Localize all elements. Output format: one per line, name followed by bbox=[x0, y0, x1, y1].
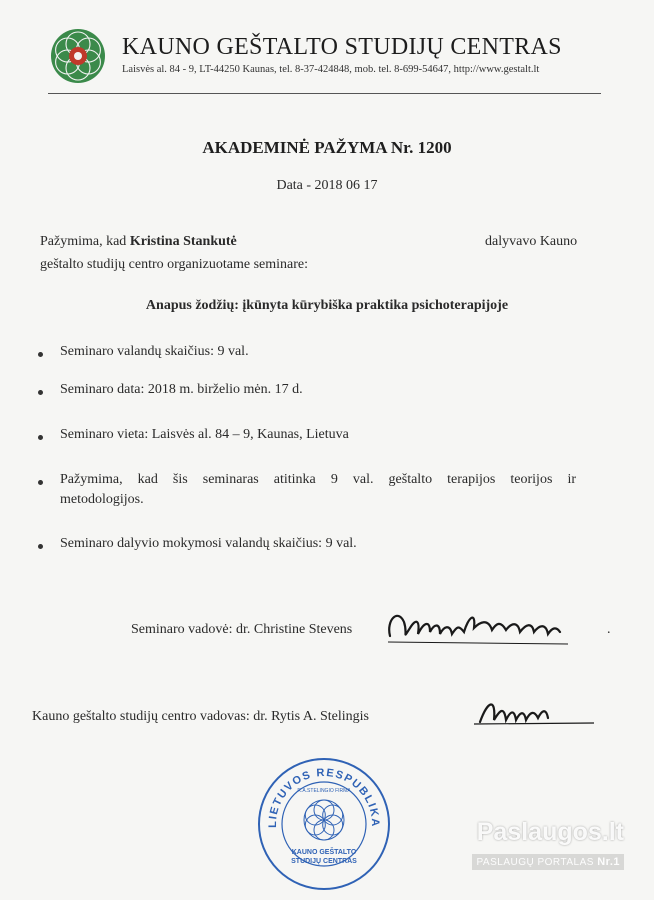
seminar-lead-label: Seminaro vadovė: dr. Christine Stevens bbox=[131, 622, 353, 637]
list-item: Seminaro data: 2018 m. birželio mėn. 17 d. bbox=[60, 382, 303, 397]
stamp-bottom-line-2: STUDIJŲ CENTRAS bbox=[291, 858, 357, 865]
seminar-lead-signature bbox=[384, 600, 574, 650]
list-item-continuation: metodologijos. bbox=[60, 492, 144, 507]
intro-line bbox=[40, 234, 237, 250]
center-head-signature bbox=[470, 696, 600, 730]
bullet-icon bbox=[38, 435, 43, 440]
list-item: Pažymima, kad šis seminaras atitinka 9 val. geštalto terapijos teorijos ir bbox=[60, 472, 576, 487]
gestalt-logo bbox=[50, 28, 106, 84]
bullet-icon bbox=[38, 544, 43, 549]
list-item: Seminaro valandų skaičius: 9 val. bbox=[60, 344, 249, 359]
watermark-tagline-text: PASLAUGŲ PORTALAS bbox=[476, 857, 594, 868]
watermark-number: Nr.1 bbox=[597, 856, 620, 868]
header-divider bbox=[48, 93, 601, 94]
organization-address: Laisvės al. 84 - 9, LT-44250 Kaunas, tel. 8-37-424848, mob. tel. 8-699-54647, http://www.gestalt.lt bbox=[122, 64, 540, 75]
bullet-icon bbox=[38, 390, 43, 395]
organization-name: KAUNO GEŠTALTO STUDIJŲ CENTRAS bbox=[122, 34, 562, 60]
list-item: Seminaro vieta: Laisvės al. 84 – 9, Kaunas, Lietuva bbox=[60, 427, 349, 442]
watermark bbox=[476, 818, 630, 878]
document-date: Data - 2018 06 17 bbox=[276, 178, 378, 193]
seminar-title: Anapus žodžių: įkūnyta kūrybiška praktika psichoterapijoje bbox=[145, 298, 509, 313]
intro-prefix: Pažymima, kad bbox=[40, 234, 127, 249]
bullet-icon bbox=[38, 480, 43, 485]
watermark-brand: Paslaugos.lt bbox=[476, 818, 624, 846]
seminar-lead-period: . bbox=[607, 622, 611, 637]
watermark-tagline bbox=[472, 854, 624, 870]
bullet-icon bbox=[38, 352, 43, 357]
list-item: Seminaro dalyvio mokymosi valandų skaičius: 9 val. bbox=[60, 536, 357, 551]
participant-name: Kristina Stankutė bbox=[129, 234, 237, 249]
intro-suffix: dalyvavo Kauno bbox=[485, 234, 578, 249]
stamp-bottom-line-1: KAUNO GEŠTALTO bbox=[291, 849, 357, 856]
center-head-label: Kauno geštalto studijų centro vadovas: dr. Rytis A. Stelingis bbox=[32, 709, 369, 724]
document-title: AKADEMINĖ PAŽYMA Nr. 1200 bbox=[202, 138, 452, 157]
intro-line-2: geštalto studijų centro organizuotame seminare: bbox=[40, 257, 308, 272]
stamp-top-text: LIETUVOS RESPUBLIKA bbox=[266, 766, 382, 828]
official-stamp bbox=[256, 756, 392, 892]
stamp-firm: R.A.STELINGIO FIRMA bbox=[297, 788, 351, 794]
